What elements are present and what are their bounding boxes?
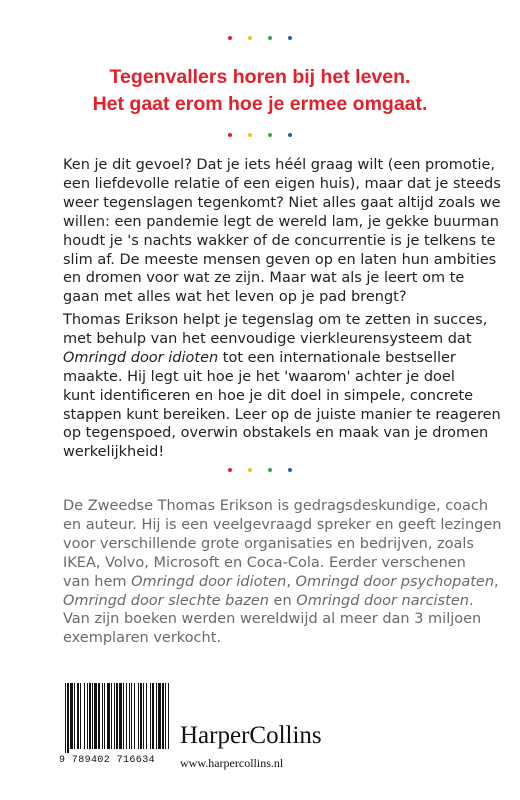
barcode-bar [158, 683, 161, 749]
barcode-bar [129, 683, 130, 749]
author-line: van hem Omringd door idioten, Omringd door psychopaten, [63, 573, 499, 590]
isbn-number: 9 789402 716634 [59, 755, 156, 766]
barcode [63, 683, 171, 753]
barcode-bar [156, 683, 157, 749]
book-title: Omringd door narcisten [296, 592, 469, 609]
barcode-bar [77, 683, 79, 749]
barcode-bar [98, 683, 100, 749]
book-title: Omringd door idioten [131, 573, 287, 590]
text-line: gaan met alles wat het leven op je pad brengt? [63, 289, 407, 306]
color-dots-lower [0, 468, 520, 474]
barcode-bar [126, 683, 127, 749]
author-line: IKEA, Volvo, Microsoft en Coca-Cola. Eerder verschenen [63, 554, 466, 571]
barcode-bar [114, 683, 115, 749]
barcode-bar [80, 683, 81, 749]
color-dot [248, 133, 252, 137]
barcode-bar [102, 683, 103, 749]
barcode-bar [92, 683, 93, 749]
method-paragraph [63, 311, 501, 462]
barcode-bar [104, 683, 105, 749]
author-bio [63, 497, 502, 648]
text-line: willen: een pandemie legt de wereld lam, je gekke buurman [63, 213, 499, 230]
color-dot [228, 468, 232, 472]
author-line: voor verschillende grote organisaties en bedrijven, zoals [63, 535, 474, 552]
tagline [0, 64, 520, 118]
barcode-bar [162, 683, 164, 749]
barcode-bar [134, 683, 135, 749]
text-line: slim af. De meeste mensen geven op en laten hun ambities [63, 251, 497, 268]
barcode-bar [74, 683, 75, 749]
barcode-bar [67, 683, 69, 753]
barcode-bar [152, 683, 154, 749]
text-line: op tegenspoed, overwin obstakels en maak van je dromen [63, 425, 489, 442]
author-line: exemplaren verkocht. [63, 630, 221, 647]
tagline-line-2: Het gaat erom hoe je ermee omgaat. [92, 93, 428, 115]
barcode-bar [143, 683, 144, 749]
author-line: Van zijn boeken werden wereldwijd al meer dan 3 miljoen [63, 611, 482, 628]
publisher-logo: HarperCollins [180, 722, 322, 749]
barcode-bar [146, 683, 147, 749]
barcode-bar [119, 683, 122, 749]
color-dots-top [0, 36, 520, 42]
barcode-bar [168, 683, 169, 749]
tagline-line-1: Tegenvallers horen bij het leven. [109, 66, 411, 88]
text-line: weer tegenslagen tegenkomt? Niet alles gaat altijd zoals we [63, 194, 501, 211]
barcode-bar [131, 683, 132, 749]
method-line: met behulp van het eenvoudige vierkleurensysteem dat [63, 330, 472, 347]
method-rest [63, 368, 501, 463]
text-line: houdt je 's nachts wakker of de concurrentie is je telkens te [63, 232, 496, 249]
barcode-bar [107, 683, 110, 749]
color-dot [248, 36, 252, 40]
color-dot [268, 36, 272, 40]
book-title: Omringd door idioten [63, 349, 219, 366]
barcode-bar [94, 683, 97, 749]
text-line: maakte. Hij legt uit hoe je het 'waarom' achter je doel [63, 368, 455, 385]
barcode-bar [65, 683, 66, 753]
barcode-bar [165, 683, 166, 749]
author-line: en auteur. Hij is een veelgevraagd spreker en geeft lezingen [63, 516, 502, 533]
text-line: een liefdevolle relatie of een eigen huis), maar dat je steeds [63, 175, 501, 192]
barcode-bar [87, 683, 88, 749]
text-line: stappen kunt bereiken. Leer op de juiste manier te reageren [63, 406, 501, 423]
text-line: werkelijkheid! [63, 444, 165, 461]
intro-paragraph [63, 156, 501, 307]
color-dot [228, 36, 232, 40]
book-title: Omringd door psychopaten [295, 573, 495, 590]
barcode-bar [111, 683, 112, 749]
color-dot [288, 468, 292, 472]
text-line: Ken je dit gevoel? Dat je iets héél graag wilt (een promotie, [63, 157, 496, 173]
barcode-bar [123, 683, 124, 749]
barcode-bar [150, 683, 151, 749]
barcode-bar [116, 683, 118, 749]
barcode-bar [140, 683, 142, 749]
book-title: Omringd door slechte bazen [63, 592, 269, 609]
color-dot [248, 468, 252, 472]
barcode-bar [84, 683, 85, 749]
color-dot [228, 133, 232, 137]
method-line: Thomas Erikson helpt je tegenslag om te zetten in succes, [63, 312, 488, 328]
text-line: kunt identificeren en hoe je dit doel in simpele, concrete [63, 387, 474, 404]
barcode-bar [89, 683, 91, 749]
author-line: De Zweedse Thomas Erikson is gedragsdeskundige, coach [63, 498, 489, 514]
color-dots-middle [0, 133, 520, 139]
barcode-bar [70, 683, 73, 749]
color-dot [288, 133, 292, 137]
color-dot [288, 36, 292, 40]
color-dot [268, 133, 272, 137]
color-dot [268, 468, 272, 472]
method-line: Omringd door idioten tot een internationale bestseller [63, 349, 456, 366]
author-line: Omringd door slechte bazen en Omringd door narcisten. [63, 592, 474, 609]
text-line: en dromen voor wat ze zijn. Maar wat als je leert om te [63, 270, 465, 287]
barcode-bar [138, 683, 139, 749]
publisher-url: www.harpercollins.nl [180, 756, 284, 770]
